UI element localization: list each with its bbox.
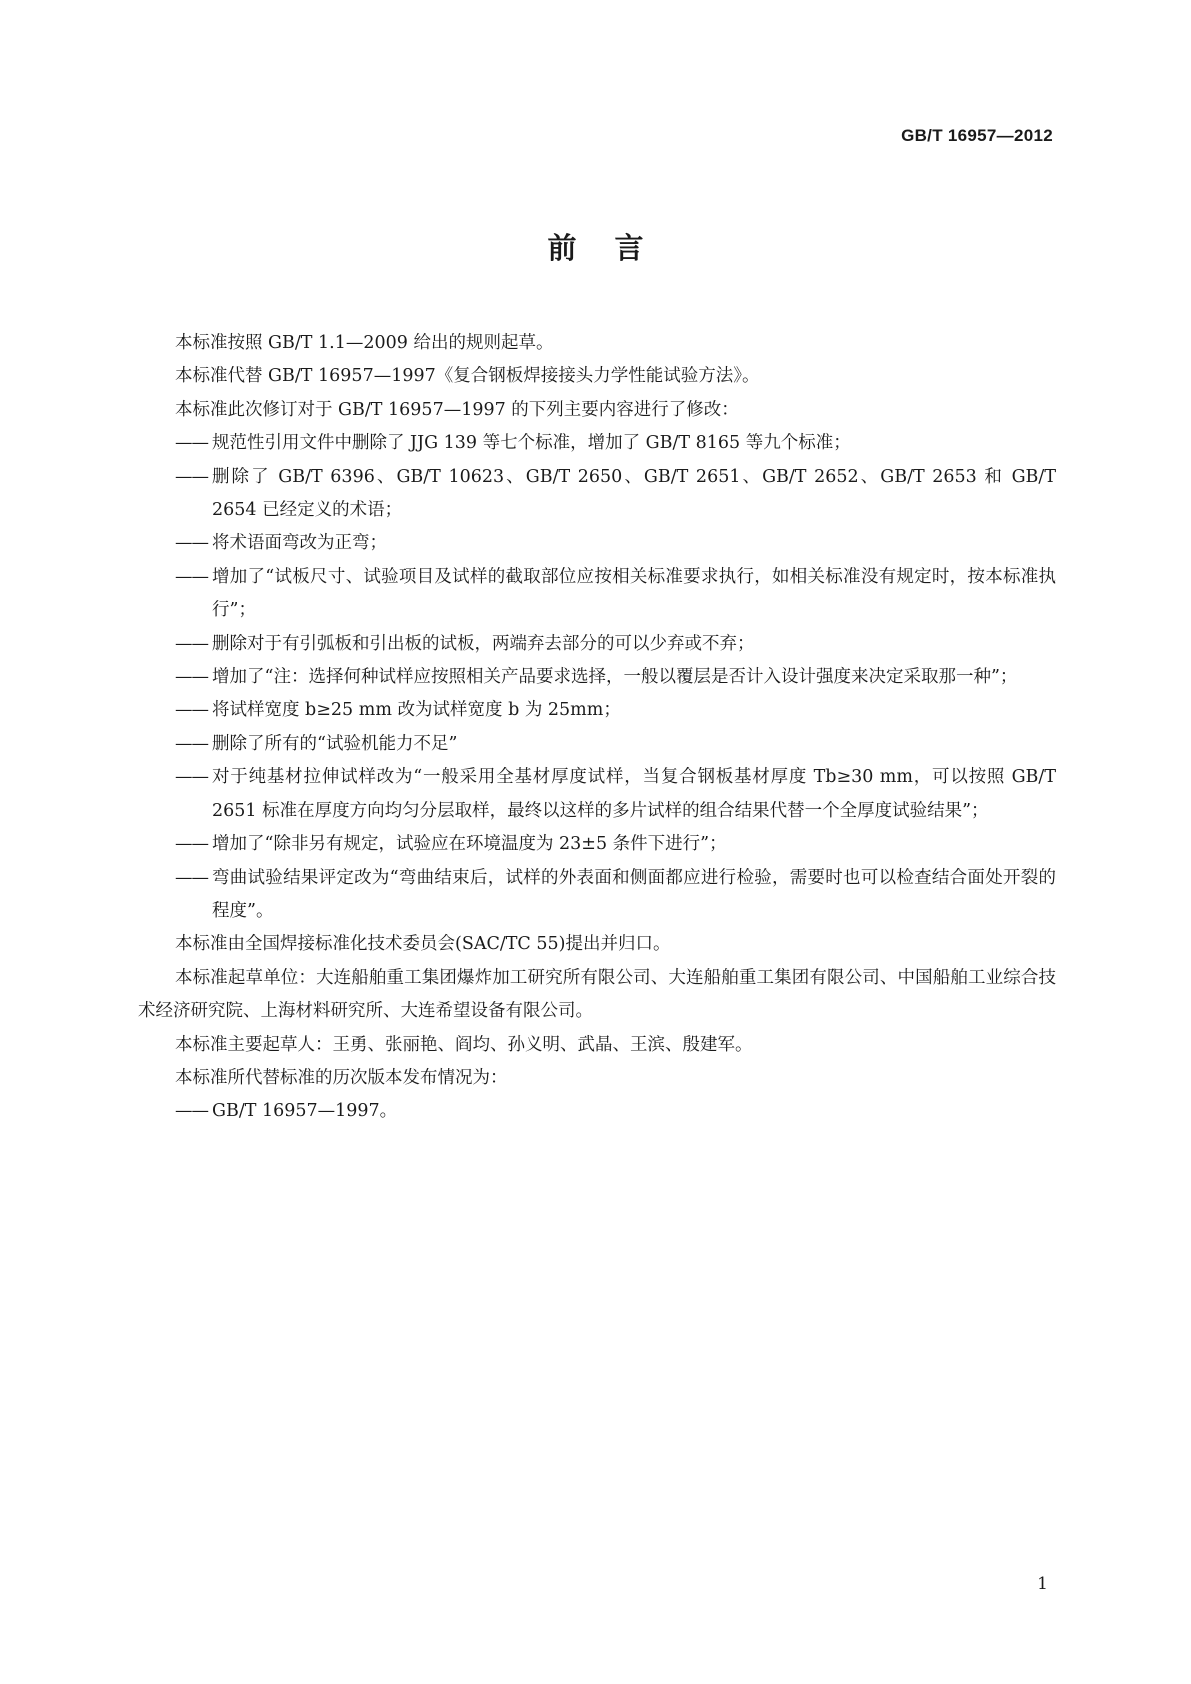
list-item-text: 删除了所有的“试验机能力不足”	[212, 733, 458, 754]
list-item	[138, 628, 1056, 661]
dash-marker: ——	[175, 566, 208, 587]
list-item-text: 弯曲试验结果评定改为“弯曲结束后，试样的外表面和侧面都应进行检验，需要时也可以检查结合面处开裂的程度”。	[212, 867, 1056, 921]
preface-body	[138, 327, 1056, 1129]
list-item	[138, 661, 1056, 694]
list-item	[138, 694, 1056, 727]
list-item-text: 增加了“注：选择何种试样应按照相关产品要求选择，一般以覆层是否计入设计强度来决定采取那一种”；	[212, 667, 1018, 688]
list-item-text: 删除对于有引弧板和引出板的试板，两端弃去部分的可以少弃或不弃；	[212, 633, 755, 654]
dash-marker: ——	[175, 466, 208, 487]
list-item-text: 规范性引用文件中删除了 JJG 139 等七个标准，增加了 GB/T 8165 等九个标准；	[212, 433, 851, 454]
list-item	[138, 461, 1056, 528]
dash-marker: ——	[175, 733, 208, 754]
list-item	[138, 427, 1056, 460]
list-item	[138, 728, 1056, 761]
standard-number: GB/T 16957—2012	[901, 126, 1053, 145]
paragraph: 本标准所代替标准的历次版本发布情况为：	[175, 1067, 508, 1088]
list-item-text: 将术语面弯改为正弯；	[212, 533, 387, 554]
dash-marker: ——	[175, 867, 208, 888]
list-item	[138, 862, 1056, 929]
list-item	[138, 828, 1056, 861]
list-item	[138, 761, 1056, 828]
dash-marker: ——	[175, 700, 208, 721]
dash-marker: ——	[175, 533, 208, 554]
list-item-text: 增加了“除非另有规定，试验应在环境温度为 23±5 条件下进行”；	[212, 834, 727, 855]
dash-marker: ——	[175, 1101, 208, 1122]
list-item-text: 删除了 GB/T 6396、GB/T 10623、GB/T 2650、GB/T 2651、GB/T 2652、GB/T 2653 和 GB/T 2654 已经定义的术语；	[212, 466, 1056, 521]
list-item-text: 对于纯基材拉伸试样改为“一般采用全基材厚度试样，当复合钢板基材厚度 Tb≥30 mm，可以按照 GB/T 2651 标准在厚度方向均匀分层取样，最终以这样的多片试样的组合结果代替一个全厚度试验结果”；	[212, 767, 1056, 821]
paragraph: 本标准按照 GB/T 1.1—2009 给出的规则起草。	[175, 333, 554, 353]
paragraph: 本标准此次修订对于 GB/T 16957—1997 的下列主要内容进行了修改：	[175, 399, 739, 420]
dash-marker: ——	[175, 633, 208, 654]
page-number: 1	[1037, 1574, 1048, 1594]
list-item-text: 将试样宽度 b≥25 mm 改为试样宽度 b 为 25mm；	[212, 700, 621, 721]
paragraph: 本标准主要起草人：王勇、张丽艳、阎均、孙义明、武晶、王滨、殷建军。	[175, 1034, 753, 1055]
list-item	[138, 561, 1056, 628]
list-item	[138, 527, 1056, 560]
dash-marker: ——	[175, 667, 208, 688]
page-title: 前言	[547, 231, 682, 265]
dash-marker: ——	[175, 834, 208, 855]
list-item	[138, 1095, 1056, 1128]
paragraph: 本标准由全国焊接标准化技术委员会(SAC/TC 55)提出并归口。	[175, 934, 671, 955]
paragraph: 本标准起草单位：大连船舶重工集团爆炸加工研究所有限公司、大连船舶重工集团有限公司、中国船舶工业综合技术经济研究院、上海材料研究所、大连希望设备有限公司。	[138, 967, 1056, 1022]
dash-marker: ——	[175, 433, 208, 454]
list-item-text: GB/T 16957—1997。	[212, 1101, 398, 1122]
dash-marker: ——	[175, 767, 208, 788]
list-item-text: 增加了“试板尺寸、试验项目及试样的截取部位应按相关标准要求执行，如相关标准没有规定时，按本标准执行”；	[212, 566, 1056, 621]
paragraph: 本标准代替 GB/T 16957—1997《复合钢板焊接接头力学性能试验方法》。	[175, 366, 760, 387]
